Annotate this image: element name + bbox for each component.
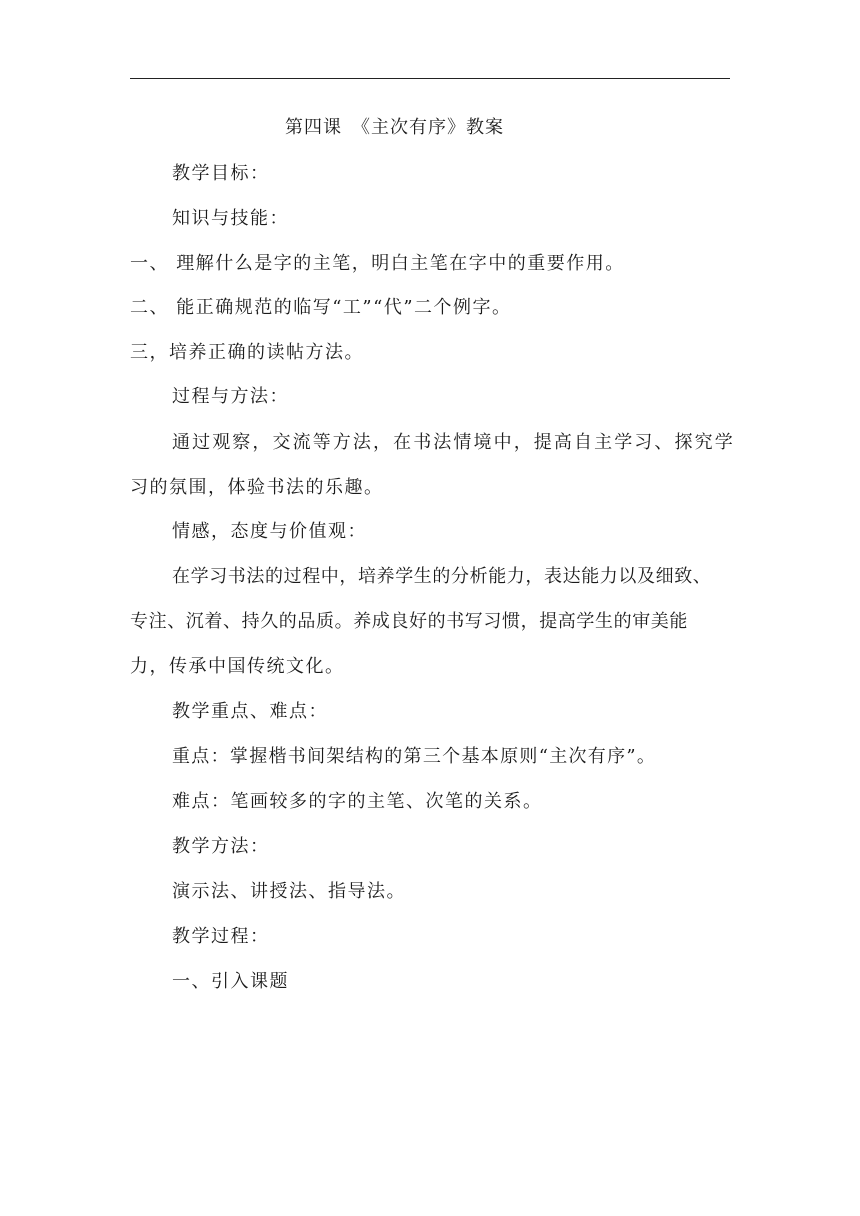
subheading-process-method: 过程与方法： [172, 386, 289, 407]
process-step-1: 一、引入课题 [172, 971, 289, 992]
objective-item-2: 二、 能正确规范的临写“工”“代”二个例字。 [130, 297, 512, 318]
paragraph-emotion-line-2: 专注、沉着、持久的品质。养成良好的书写习惯，提高学生的审美能 [130, 611, 688, 632]
methods-list: 演示法、讲授法、指导法。 [172, 881, 406, 902]
section-heading-key-points: 教学重点、难点： [172, 701, 328, 722]
key-point-item: 重点：掌握楷书间架结构的第三个基本原则“主次有序”。 [172, 746, 657, 767]
header-rule [130, 78, 730, 79]
difficulty-item: 难点：笔画较多的字的主笔、次笔的关系。 [172, 791, 543, 812]
paragraph-process-line-1: 通过观察，交流等方法，在书法情境中，提高自主学习、探究学 [172, 432, 735, 453]
paragraph-process-line-2: 习的氛围，体验书法的乐趣。 [130, 477, 384, 498]
section-heading-methods: 教学方法： [172, 836, 270, 857]
subheading-emotion-values: 情感，态度与价值观： [172, 521, 367, 542]
section-heading-objectives: 教学目标： [172, 163, 270, 184]
document-title: 第四课 《主次有序》教案 [285, 117, 504, 138]
subheading-knowledge-skills: 知识与技能： [172, 208, 289, 229]
section-heading-process: 教学过程： [172, 926, 270, 947]
objective-item-3: 三，培养正确的读帖方法。 [130, 342, 364, 363]
paragraph-emotion-line-3: 力，传承中国传统文化。 [130, 656, 345, 677]
objective-item-1: 一、 理解什么是字的主笔，明白主笔在字中的重要作用。 [130, 253, 625, 274]
paragraph-emotion-line-1: 在学习书法的过程中，培养学生的分析能力，表达能力以及细致、 [172, 566, 712, 587]
